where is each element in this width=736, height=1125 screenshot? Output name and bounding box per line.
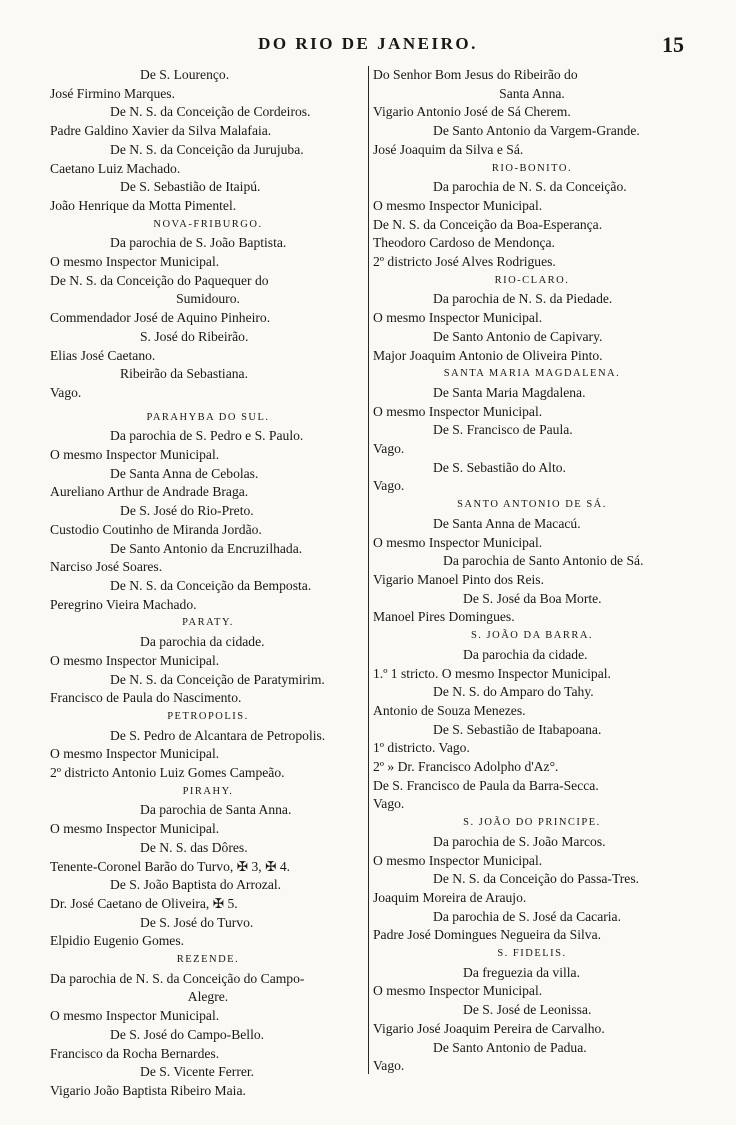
entry-line: 1º districto. Vago. [373,740,470,756]
entry-line: Antonio de Souza Menezes. [373,702,526,718]
entry-line: O mesmo Inspector Municipal. [50,652,220,668]
entry-line: 2º » Dr. Francisco Adolpho d'Az°. [373,759,559,775]
entry-line: Santa Anna. [499,85,565,101]
entry-line: Da parochia de S. José da Cacaria. [433,908,621,924]
entry-line: De S. João Baptista do Arrozal. [110,877,282,893]
right-column [373,66,691,1106]
entry-line: De N. S. da Conceição de Cordeiros. [110,104,311,120]
entry-line: Vago. [373,441,405,457]
entry-line: Vago. [373,478,405,494]
entry-line: O mesmo Inspector Municipal. [373,534,543,550]
entry-line: De S. José do Rio-Preto. [120,503,254,519]
entry-line: Elias José Caetano. [50,347,156,363]
entry-line: Da parochia de Santo Antonio de Sá. [443,553,644,569]
entry-line: De S. Lourenço. [140,67,230,82]
entry-line: De N. S. do Amparo do Tahy. [433,684,594,700]
entry-line: Da parochia de N. S. da Conceição. [433,179,627,195]
entry-line: Padre Galdino Xavier da Silva Malafaia. [50,123,272,139]
entry-line: Do Senhor Bom Jesus do Ribeirão do [373,67,578,82]
entry-line: O mesmo Inspector Municipal. [373,197,543,213]
entry-line: O mesmo Inspector Municipal. [50,746,220,762]
section-heading: SANTA MARIA MAGDALENA. [443,368,621,380]
entry-line: Vigario Antonio José de Sá Cherem. [373,104,571,120]
entry-line: Theodoro Cardoso de Mendonça. [373,235,555,251]
entry-line: José Joaquim da Silva e Sá. [373,141,524,157]
entry-line: Vigario Manoel Pinto dos Reis. [373,571,544,587]
section-heading: RIO-BONITO. [491,162,573,174]
entry-line: De N. S. das Dôres. [140,839,248,855]
section-heading: S. JOÃO DA BARRA. [470,630,594,642]
entry-line: S. José do Ribeirão. [140,328,249,344]
entry-line: João Henrique da Motta Pimentel. [50,197,237,213]
entry-line: O mesmo Inspector Municipal. [373,852,543,868]
entry-line: Aureliano Arthur de Andrade Braga. [50,484,249,500]
entry-line: Elpidio Eugenio Gomes. [50,933,185,949]
section-heading: S. JOÃO DO PRINCIPE. [463,817,601,829]
entry-line: De S. José do Turvo. [140,914,254,930]
entry-line: Da freguezia da villa. [463,964,580,980]
entry-line: Francisco de Paula do Nascimento. [50,690,242,706]
entry-line: O mesmo Inspector Municipal. [50,254,220,270]
entry-line: Da parochia de N. S. da Piedade. [433,291,613,307]
entry-line: José Firmino Marques. [50,85,175,101]
entry-line: De S. Pedro de Alcantara de Petropolis. [110,727,326,743]
entry-line: De S. Sebastião de Itaipú. [120,179,261,195]
section-heading: RIO-CLARO. [494,274,570,286]
page-title: DO RIO DE JANEIRO. [258,34,478,53]
entry-line: Ribeirão da Sebastiana. [120,366,248,382]
entry-line: De N. S. da Conceição da Boa-Esperança. [373,216,603,232]
entry-line: De Santo Antonio de Capivary. [433,328,603,344]
entry-line: Caetano Luiz Machado. [50,160,181,176]
entry-line: De S. Sebastião do Alto. [433,459,566,475]
section-heading: PARATY. [182,617,234,629]
entry-line: De N. S. da Conceição do Passa-Tres. [433,871,640,887]
entry-line: De N. S. da Conceição de Paratymirim. [110,671,325,687]
entry-line: Custodio Coutinho de Miranda Jordão. [50,521,262,537]
entry-line: 2º districto Antonio Luiz Gomes Campeão. [50,765,285,781]
entry-line: O mesmo Inspector Municipal. [373,310,543,326]
entry-line: Padre José Domingues Negueira da Silva. [373,927,602,943]
entry-line: De N. S. da Conceição da Jurujuba. [110,141,304,157]
entry-line: Vago. [373,1058,405,1074]
entry-line: De Santo Antonio da Encruzilhada. [110,540,303,556]
entry-line: O mesmo Inspector Municipal. [50,1008,220,1024]
entry-line: Vigario José Joaquim Pereira de Carvalho. [373,1020,605,1036]
entry-line: Da parochia da cidade. [463,646,588,662]
entry-line: De S. Francisco de Paula da Barra-Secca. [373,777,599,793]
page-header [0,34,736,60]
entry-line: De N. S. da Conceição da Bemposta. [110,577,312,593]
entry-line: De S. José do Campo-Bello. [110,1026,265,1042]
section-heading: REZENDE. [176,954,240,966]
entry-line: Tenente-Coronel Barão do Turvo, ✠ 3, ✠ 4. [50,858,291,874]
entry-line: Joaquim Moreira de Araujo. [373,889,527,905]
entry-line: Vago. [373,796,405,812]
entry-line: O mesmo Inspector Municipal. [373,403,543,419]
entry-line: Da parochia de S. Pedro e S. Paulo. [110,428,304,444]
entry-line: Francisco da Rocha Bernardes. [50,1045,220,1061]
entry-line: O mesmo Inspector Municipal. [50,821,220,837]
entry-line: De Santo Antonio da Vargem-Grande. [433,123,640,139]
entry-line: Da parochia de Santa Anna. [140,802,292,818]
entry-line: De S. Vicente Ferrer. [140,1064,255,1080]
entry-line: De S. José de Leonissa. [463,1002,592,1018]
section-heading: PARAHYBA DO SUL. [146,411,270,423]
entry-line: O mesmo Inspector Municipal. [50,447,220,463]
entry-line: De S. José da Boa Morte. [463,590,602,606]
entry-line: De Santo Antonio de Padua. [433,1039,587,1055]
entry-line: Da parochia da cidade. [140,634,265,650]
section-heading: SANTO ANTONIO DE SÁ. [457,499,607,511]
entry-line: Da parochia de S. João Marcos. [433,833,606,849]
column-divider [368,66,369,1074]
entry-line: Commendador José de Aquino Pinheiro. [50,310,271,326]
entry-line: Manoel Pires Domingues. [373,609,515,625]
entry-line: Alegre. [187,989,229,1005]
left-column [50,66,366,1106]
entry-line: De S. Sebastião de Itabapoana. [433,721,602,737]
entry-line: De Santa Anna de Macacú. [433,515,581,531]
entry-line: De Santa Maria Magdalena. [433,384,586,400]
section-heading: PETROPOLIS. [167,710,249,722]
entry-line: O mesmo Inspector Municipal. [373,983,543,999]
section-heading: NOVA-FRIBURGO. [153,218,263,230]
entry-line: De S. Francisco de Paula. [433,422,573,438]
entry-line: De Santa Anna de Cebolas. [110,465,259,481]
entry-line: Vago. [50,384,82,400]
entry-line: 2º districto José Alves Rodrigues. [373,254,556,270]
entry-line: Vigario João Baptista Ribeiro Maia. [50,1082,246,1098]
entry-line: Dr. José Caetano de Oliveira, ✠ 5. [50,895,238,911]
section-heading: PIRAHY. [182,785,234,797]
section-heading: S. FIDELIS. [497,948,567,960]
entry-line: Da parochia de N. S. da Conceição do Campo- [50,970,305,986]
entry-line: De N. S. da Conceição do Paquequer do [50,272,269,288]
entry-line: 1.º 1 stricto. O mesmo Inspector Municipal. [373,665,611,681]
entry-line: Da parochia de S. João Baptista. [110,235,287,251]
page-number: 15 [662,32,684,57]
entry-line: Major Joaquim Antonio de Oliveira Pinto. [373,347,603,363]
entry-line: Narciso José Soares. [50,559,163,575]
entry-line: Sumidouro. [176,291,240,307]
entry-line: Peregrino Vieira Machado. [50,596,197,612]
